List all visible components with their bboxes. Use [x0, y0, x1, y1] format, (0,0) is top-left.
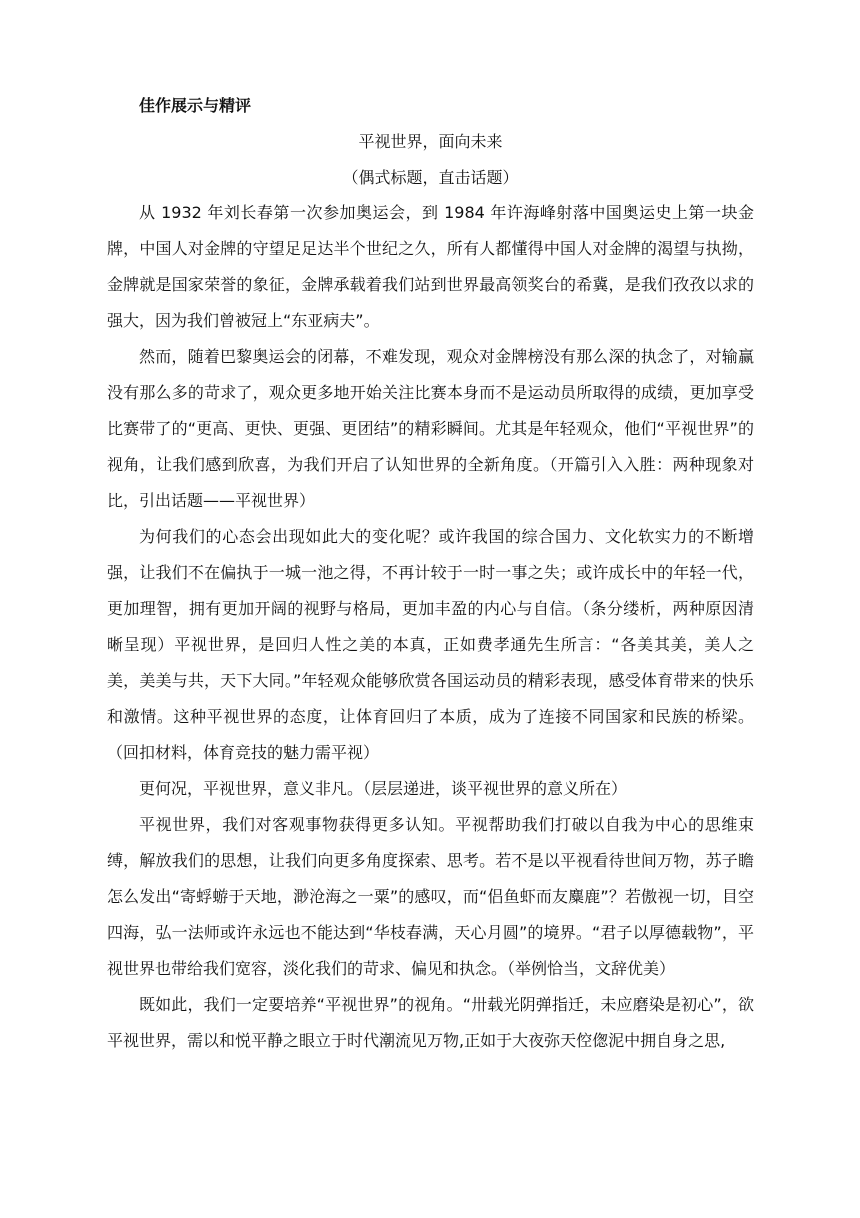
- essay-body: [107, 195, 754, 1059]
- essay-title-note: （偶式标题，直击话题）: [342, 168, 519, 187]
- paragraph: 既如此，我们一定要培养“平视世界”的视角。“卅载光阴弹指迁，未应磨染是初心”，欲平视世界，需以和悦平静之眼立于时代潮流见万物,正如于大夜弥天倥偬泥中拥自身之思,: [107, 995, 754, 1050]
- essay-title: 平视世界，面向未来: [358, 132, 503, 151]
- paragraph: 从 1932 年刘长春第一次参加奥运会，到 1984 年许海峰射落中国奥运史上第一块金牌，中国人对金牌的守望足足达半个世纪之久，所有人都懂得中国人对金牌的渴望与执拗，金牌就是国家荣誉的象征，金牌承载着我们站到世界最高领奖台的希冀，是我们孜孜以求的强大，因为我们曾被冠上“东亚病夫”。: [107, 203, 754, 330]
- paragraph: 为何我们的心态会出现如此大的变化呢？或许我国的综合国力、文化软实力的不断增强，让我们不在偏执于一城一池之得，不再计较于一时一事之失；或许成长中的年轻一代，更加理智，拥有更加开阔的视野与格局，更加丰盈的内心与自信。（条分缕析，两种原因清晰呈现）平视世界，是回归人性之美的本真，正如费孝通先生所言：“各美其美，美人之美，美美与共，天下大同。”年轻观众能够欣赏各国运动员的精彩表现，感受体育带来的快乐和激情。这种平视世界的态度，让体育回归了本质，成为了连接不同国家和民族的桥梁。（回扣材料，体育竞技的魅力需平视）: [107, 527, 754, 762]
- paragraph: 平视世界，我们对客观事物获得更多认知。平视帮助我们打破以自我为中心的思维束缚，解放我们的思想，让我们向更多角度探索、思考。若不是以平视看待世间万物，苏子瞻怎么发出“寄蜉蝣于天地，渺沧海之一粟”的感叹，而“侣鱼虾而友麋鹿”？若傲视一切，目空四海，弘一法师或许永远也不能达到“华枝春满，天心月圆”的境界。“君子以厚德载物”，平视世界也带给我们宽容，淡化我们的苛求、偏见和执念。（举例恰当，文辞优美）: [107, 815, 754, 978]
- section-heading: 佳作展示与精评: [139, 96, 252, 115]
- paragraph: 然而，随着巴黎奥运会的闭幕，不难发现，观众对金牌榜没有那么深的执念了，对输赢没有那么多的苛求了，观众更多地开始关注比赛本身而不是运动员所取得的成绩，更加享受比赛带了的“更高、更快、更强、更团结”的精彩瞬间。尤其是年轻观众，他们“平视世界”的视角，让我们感到欣喜，为我们开启了认知世界的全新角度。（开篇引入入胜：两种现象对比，引出话题——平视世界）: [107, 347, 754, 510]
- paragraph: 更何况，平视世界，意义非凡。（层层递进，谈平视世界的意义所在）: [139, 779, 628, 798]
